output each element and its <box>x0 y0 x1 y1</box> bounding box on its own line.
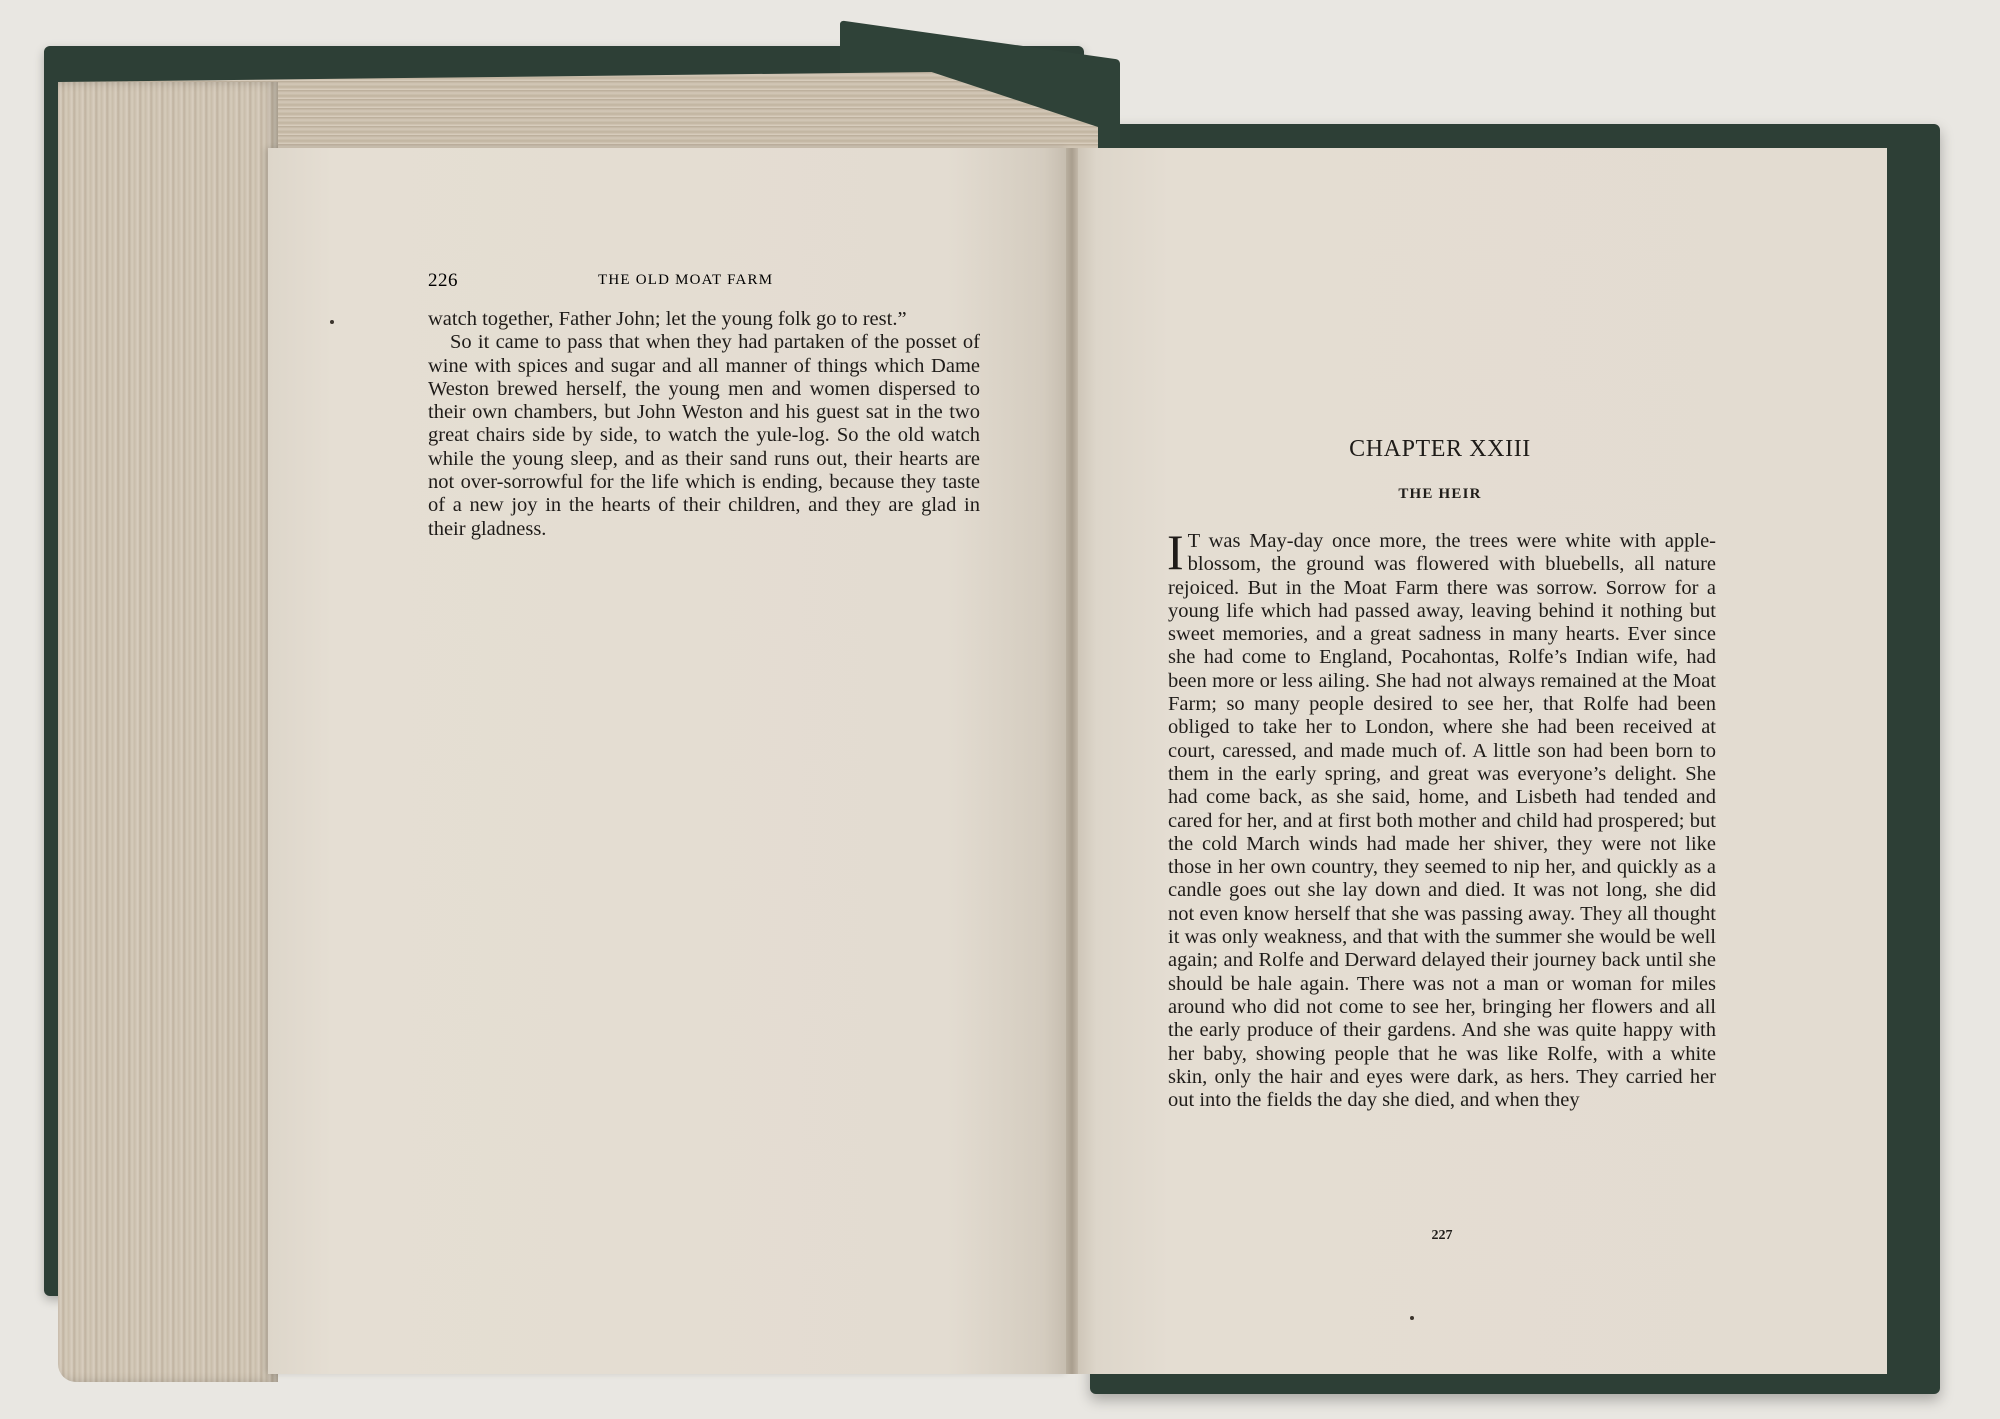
right-page-number: 227 <box>1431 1228 1453 1243</box>
chapter-title: THE HEIR <box>1398 486 1482 502</box>
left-paragraph: So it came to pass that when they had partaken of the posset of wine with spices and sugar and all manner of things which Dame Weston brewed herself, the young men and women dispersed to their own chambers, but John Weston and his guest sat in the two great chairs side by side, to watch the yule-log. So the old watch while the young sleep, and as their sand runs out, their hearts are not over-sorrowful for the life which is ending, because they taste of a new joy in the hearts of their children, and they are glad in their gladness. <box>428 331 980 540</box>
paper-speck <box>1410 1316 1414 1320</box>
right-page-body <box>1167 524 1716 1112</box>
left-page-body <box>428 308 980 541</box>
left-page-number: 226 <box>428 270 458 291</box>
left-paragraph: watch together, Father John; let the young folk go to rest.” <box>428 308 907 330</box>
right-paragraph-text: T was May-day once more, the trees were white with apple-blossom, the ground was flowered with bluebells, all nature rejoiced. But in the Moat Farm there was sorrow. Sorrow for a young life which had passed away, leaving behind it nothing but sweet memories, and a great sadness in many hearts. Ever since she had come to England, Pocahontas, Rolfe’s Indian wife, had been more or less ailing. She had not always remained at the Moat Farm; so many people desired to see her, that Rolfe had been obliged to take her to London, where she had been received at court, caressed, and made much of. A little son had been born to them in the early spring, and great was everyone’s delight. She had come back, as she said, home, and Lisbeth had tended and cared for her, and at first both mother and child had prospered; but the cold March winds had made her shiver, they were not like those in her own country, they seemed to nip her, and quickly as a candle goes out she lay down and died. It was not long, she did not even know herself that she was passing away. They all thought it was only weakness, and that with the summer she would be well again; and Rolfe and Derward delayed their journey back until she should be hale again. There was not a man or woman for miles around who did not come to see her, bringing her flowers and all the early produce of their gardens. And she was quite happy with her baby, showing people that he was like Rolfe, with a white skin, only the hair and eyes were dark, as hers. They carried her out into the fields the day she died, and when they <box>1168 530 1716 1112</box>
book-gutter <box>1066 148 1078 1374</box>
drop-cap: I <box>1167 524 1184 580</box>
chapter-heading: CHAPTER XXIII <box>1349 436 1531 462</box>
paper-speck <box>330 320 334 324</box>
right-paragraph <box>1167 524 1716 1112</box>
page-block-side-edge <box>58 82 278 1382</box>
running-head <box>428 270 978 296</box>
running-title: THE OLD MOAT FARM <box>598 272 774 288</box>
